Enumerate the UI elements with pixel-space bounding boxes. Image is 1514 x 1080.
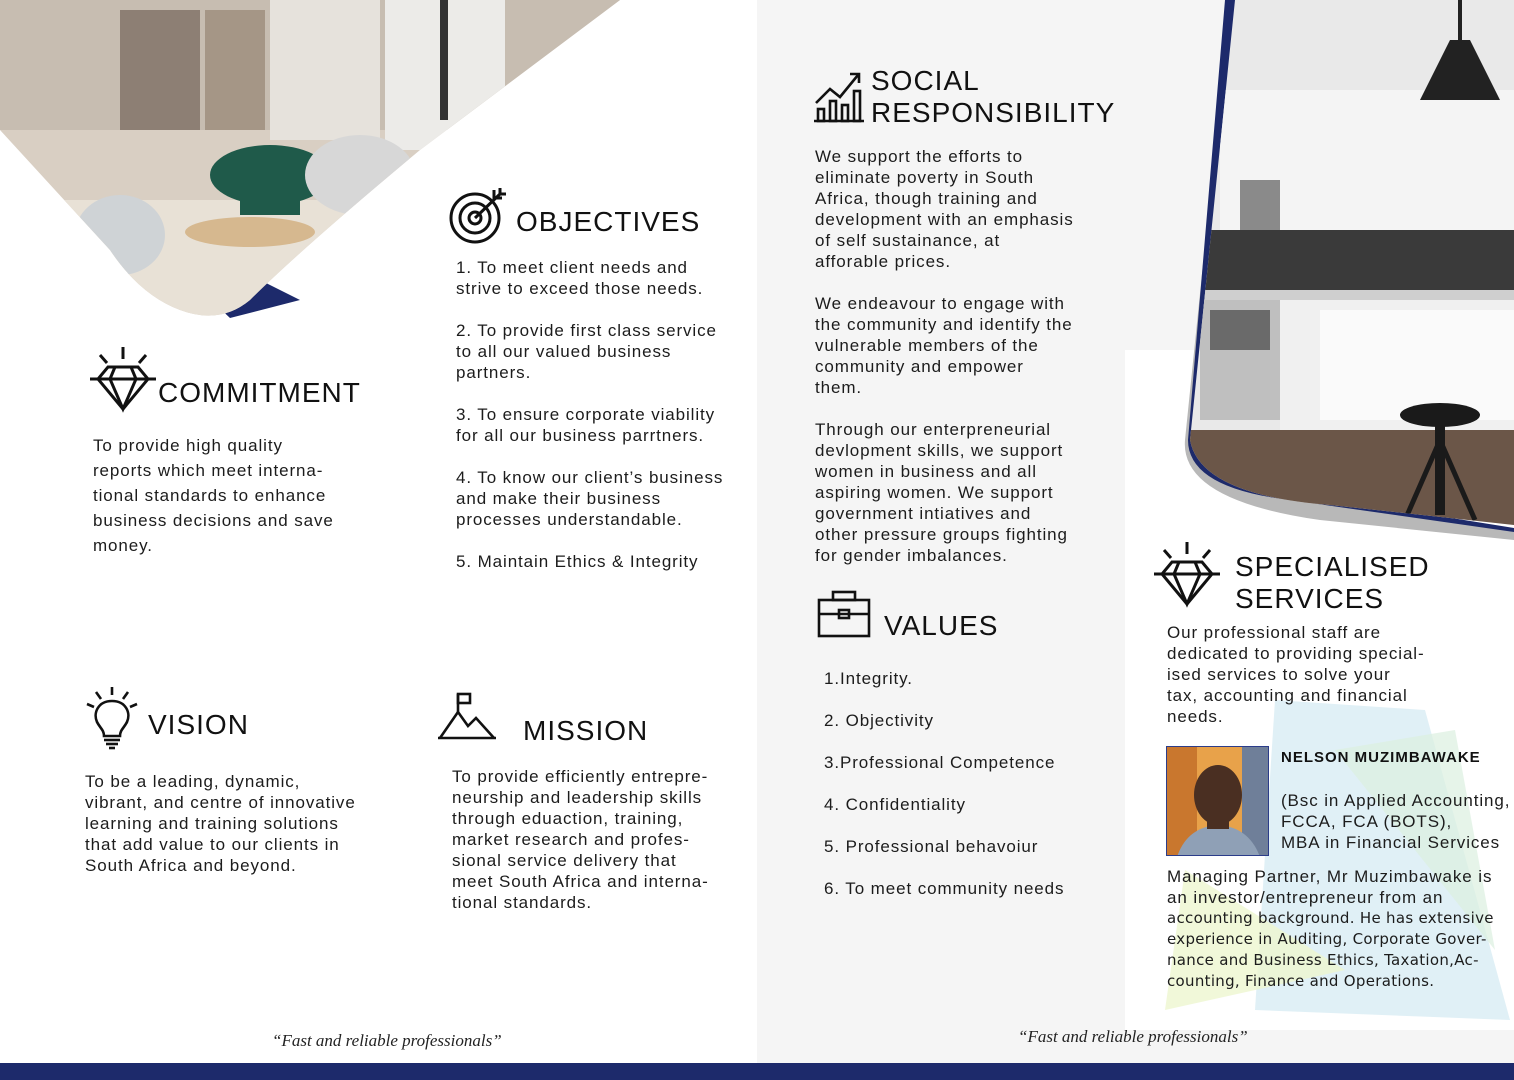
text-line: other pressure groups fighting	[815, 525, 1068, 544]
text-line: counting, Finance and Operations.	[1167, 972, 1435, 990]
social-title-line: SOCIAL	[871, 65, 980, 96]
text-line: sional service delivery that	[452, 851, 677, 870]
text-line: We support the efforts to	[815, 147, 1024, 166]
profile-name: NELSON MUZIMBAWAKE	[1281, 749, 1481, 766]
diamond-icon	[1152, 540, 1222, 610]
specialised-title-line: SPECIALISED	[1235, 551, 1430, 582]
text-line: Africa, though training and	[815, 189, 1038, 208]
text-line: for gender imbalances.	[815, 546, 1008, 565]
text-line: them.	[815, 378, 863, 397]
list-item: 3.Professional Competence	[824, 753, 1056, 772]
text-line: aspiring women. We support	[815, 483, 1054, 502]
list-item: and make their business	[456, 489, 661, 508]
text-line: through eduaction, training,	[452, 809, 684, 828]
objectives-title: OBJECTIVES	[516, 206, 701, 237]
list-item: 6. To meet community needs	[824, 879, 1065, 898]
text-line: of self sustainance, at	[815, 231, 1001, 250]
list-item: 4. Confidentiality	[824, 795, 966, 814]
list-item: 1.Integrity.	[824, 669, 913, 688]
text-line: business decisions and save	[93, 511, 334, 530]
list-item: to all our valued business	[456, 342, 672, 361]
text-line: Our professional staff are	[1167, 623, 1381, 642]
text-line: experience in Auditing, Corporate Gover-	[1167, 930, 1487, 948]
list-item: processes understandable.	[456, 510, 683, 529]
target-icon	[448, 186, 510, 246]
text-line: Through our enterpreneurial	[815, 420, 1051, 439]
text-line: needs.	[1167, 707, 1224, 726]
specialised-text	[1167, 622, 1425, 727]
text-line: the community and identify the	[815, 315, 1073, 334]
diamond-icon	[88, 345, 158, 415]
specialised-title-line: SERVICES	[1235, 583, 1385, 614]
text-line: MBA in Financial Services	[1281, 833, 1501, 852]
text-line: To provide high quality	[93, 436, 283, 455]
text-line: development with an emphasis	[815, 210, 1074, 229]
text-line: afforable prices.	[815, 252, 951, 271]
text-line: an investor/entrepreneur from an	[1167, 888, 1444, 907]
profile-bio	[1167, 866, 1494, 992]
text-line: government intiatives and	[815, 504, 1032, 523]
text-line: tional standards to enhance	[93, 486, 327, 505]
tagline-right: “Fast and reliable professionals”	[1018, 1027, 1248, 1046]
text-line: To provide efficiently entrepre-	[452, 767, 709, 786]
text-line: dedicated to providing special-	[1167, 644, 1425, 663]
text-line: vibrant, and centre of innovative	[85, 793, 356, 812]
list-item: 3. To ensure corporate viability	[456, 405, 716, 424]
text-line: To be a leading, dynamic,	[85, 772, 301, 791]
text-line: (Bsc in Applied Accounting,	[1281, 791, 1511, 810]
list-item: 5. Maintain Ethics & Integrity	[456, 552, 699, 571]
values-list	[824, 658, 1064, 910]
list-item: strive to exceed those needs.	[456, 279, 704, 298]
social-title	[871, 65, 1115, 129]
growth-chart-icon	[814, 69, 864, 123]
text-line: tional standards.	[452, 893, 593, 912]
text-line: market research and profes-	[452, 830, 690, 849]
text-line: tax, accounting and financial	[1167, 686, 1408, 705]
text-line: ised services to solve your	[1167, 665, 1391, 684]
list-item: partners.	[456, 363, 532, 382]
text-line: reports which meet interna-	[93, 461, 324, 480]
text-line: neurship and leadership skills	[452, 788, 703, 807]
text-line: accounting background. He has extensive	[1167, 909, 1494, 927]
commitment-title: COMMITMENT	[158, 377, 361, 408]
text-line: nance and Business Ethics, Taxation,Ac-	[1167, 951, 1479, 969]
tagline-left: “Fast and reliable professionals”	[272, 1031, 502, 1050]
text-line: women in business and all	[815, 462, 1037, 481]
vision-text	[85, 771, 356, 876]
text-line: vulnerable members of the	[815, 336, 1039, 355]
text-line: that add value to our clients in	[85, 835, 340, 854]
briefcase-icon	[817, 590, 871, 640]
social-text	[815, 146, 1074, 566]
text-line: community and empower	[815, 357, 1024, 376]
text-line: South Africa and beyond.	[85, 856, 297, 875]
vision-title: VISION	[148, 709, 249, 740]
values-title: VALUES	[884, 610, 999, 641]
lightbulb-icon	[84, 686, 140, 750]
list-item: 2. Objectivity	[824, 711, 934, 730]
objectives-list	[456, 257, 723, 572]
text-line: eliminate poverty in South	[815, 168, 1035, 187]
list-item: 5. Professional behavoiur	[824, 837, 1039, 856]
mountain-flag-icon	[438, 692, 498, 742]
mission-title: MISSION	[523, 715, 649, 746]
specialised-title	[1235, 551, 1430, 615]
text-line: FCCA, FCA (BOTS),	[1281, 812, 1453, 831]
text-line: Managing Partner, Mr Muzimbawake is	[1167, 867, 1493, 886]
list-item: 4. To know our client’s business	[456, 468, 724, 487]
list-item: for all our business parrtners.	[456, 426, 705, 445]
text-line: meet South Africa and interna-	[452, 872, 709, 891]
commitment-text	[93, 433, 334, 558]
mission-text	[452, 766, 709, 913]
avatar	[1166, 746, 1269, 856]
list-item: 1. To meet client needs and	[456, 258, 688, 277]
list-item: 2. To provide first class service	[456, 321, 717, 340]
text-line: learning and training solutions	[85, 814, 339, 833]
text-line: devlopment skills, we support	[815, 441, 1064, 460]
social-title-line: RESPONSIBILITY	[871, 97, 1116, 128]
text-line: money.	[93, 536, 153, 555]
text-line: We endeavour to engage with	[815, 294, 1065, 313]
kitchen-photo	[1180, 0, 1514, 540]
profile-credentials	[1281, 790, 1510, 853]
footer-bar	[0, 1063, 1514, 1080]
